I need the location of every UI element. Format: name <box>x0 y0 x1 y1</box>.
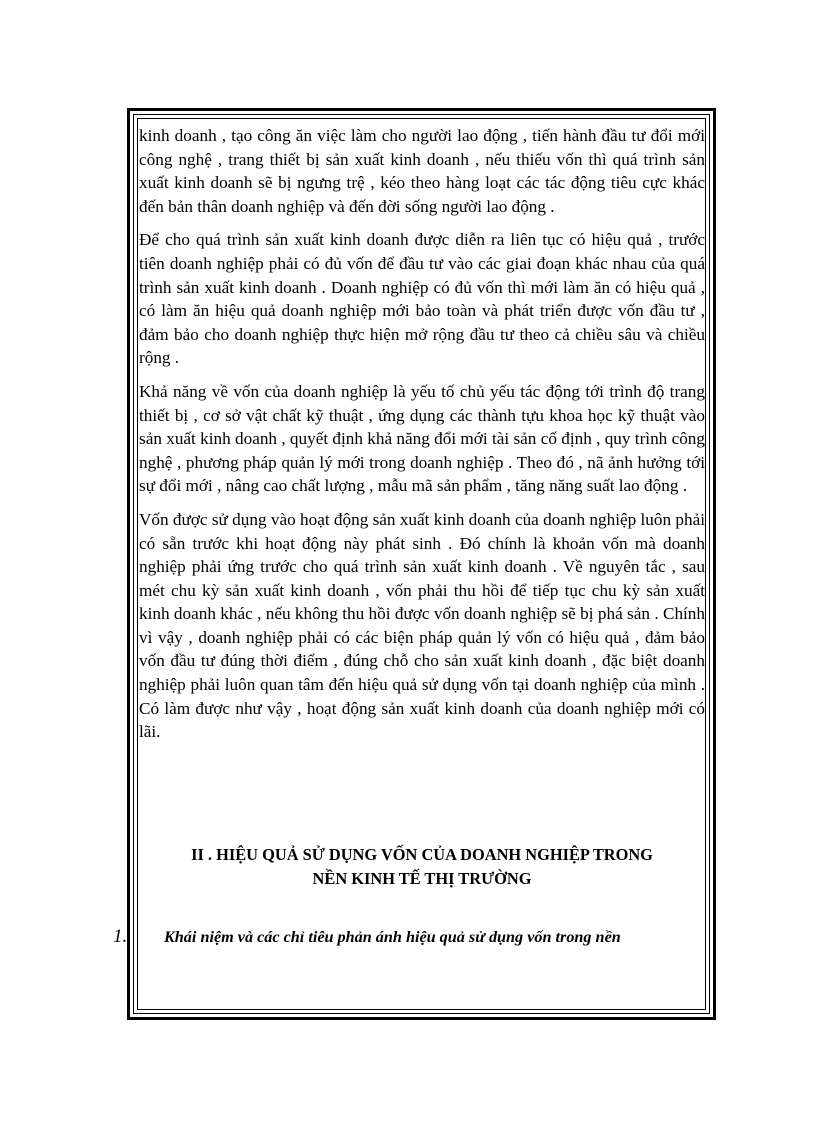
section-heading <box>139 843 705 891</box>
subsection-title: Khái niệm và các chỉ tiêu phản ánh hiệu quả sử dụng vốn trong nền <box>164 928 621 946</box>
paragraph-3: Khả năng về vốn của doanh nghiệp là yếu tố chủ yếu tác động tới trình độ trang thiết bị , cơ sở vật chất kỹ thuật , ứng dụng các thành tựu khoa học kỹ thuật vào sản xuất kinh doanh , quyết định khả năng đổi mới tài sản cố định , quy trình công nghệ , phương pháp quản lý mới trong doanh nghiệp . Theo đó , nã ảnh hưởng tới sự đổi mới , nâng cao chất lượng , mẫu mã sản phẩm , tăng năng suất lao động . <box>139 381 705 496</box>
paragraph-4: Vốn được sử dụng vào hoạt động sản xuất kinh doanh của doanh nghiệp luôn phải có sẵn trước khi hoạt động này phát sinh . Đó chính là khoản vốn mà doanh nghiệp phải ứng trước cho quá trình sản xuất kinh doanh . Về nguyên tắc , sau mét chu kỳ sản xuất kinh doanh , vốn phải thu hồi để tiếp tục chu kỳ sản xuất kinh doanh khác , nếu không thu hồi được vốn doanh nghiệp sẽ bị phá sản . Chính vì vậy , doanh nghiệp phải có các biện pháp quản lý vốn có hiệu quả , đảm bảo vốn đầu tư đúng thời điểm , đúng chỗ cho sản xuất kinh doanh , đặc biệt doanh nghiệp phải luôn quan tâm đến hiệu quả sử dụng vốn tại doanh nghiệp của mình . Có làm được như vậy , hoạt động sản xuất kinh doanh của doanh nghiệp mới có lãi. <box>139 509 705 742</box>
paragraph-1: kinh doanh , tạo công ăn việc làm cho người lao động , tiến hành đầu tư đổi mới công nghệ , trang thiết bị sản xuất kinh doanh , nếu thiếu vốn thì quá trình sản xuất kinh doanh sẽ bị ngưng trệ , kéo theo hàng loạt các tác động tiêu cực khác đến bản thân doanh nghiệp và đến đời sống người lao động . <box>139 126 705 216</box>
body-text <box>139 124 705 754</box>
paragraph-2: Để cho quá trình sản xuất kinh doanh được diễn ra liên tục có hiệu quả , trước tiên doanh nghiệp phải có đủ vốn để đầu tư vào các giai đoạn khác nhau của quá trình sản xuất kinh doanh . Doanh nghiệp có đủ vốn thì mới làm ăn có hiệu quả , có làm ăn hiệu quả doanh nghiệp mới bảo toàn và phát triển được vốn đầu tư , đảm bảo cho doanh nghiệp thực hiện mở rộng đầu tư theo cả chiều sâu và chiều rộng . <box>139 230 705 368</box>
section-heading-line-1: II . HIỆU QUẢ SỬ DỤNG VỐN CỦA DOANH NGHIỆP TRONG <box>191 845 653 864</box>
section-heading-line-2: NỀN KINH TẾ THỊ TRƯỜNG <box>312 869 532 888</box>
subsection-number: 1. <box>113 926 128 947</box>
